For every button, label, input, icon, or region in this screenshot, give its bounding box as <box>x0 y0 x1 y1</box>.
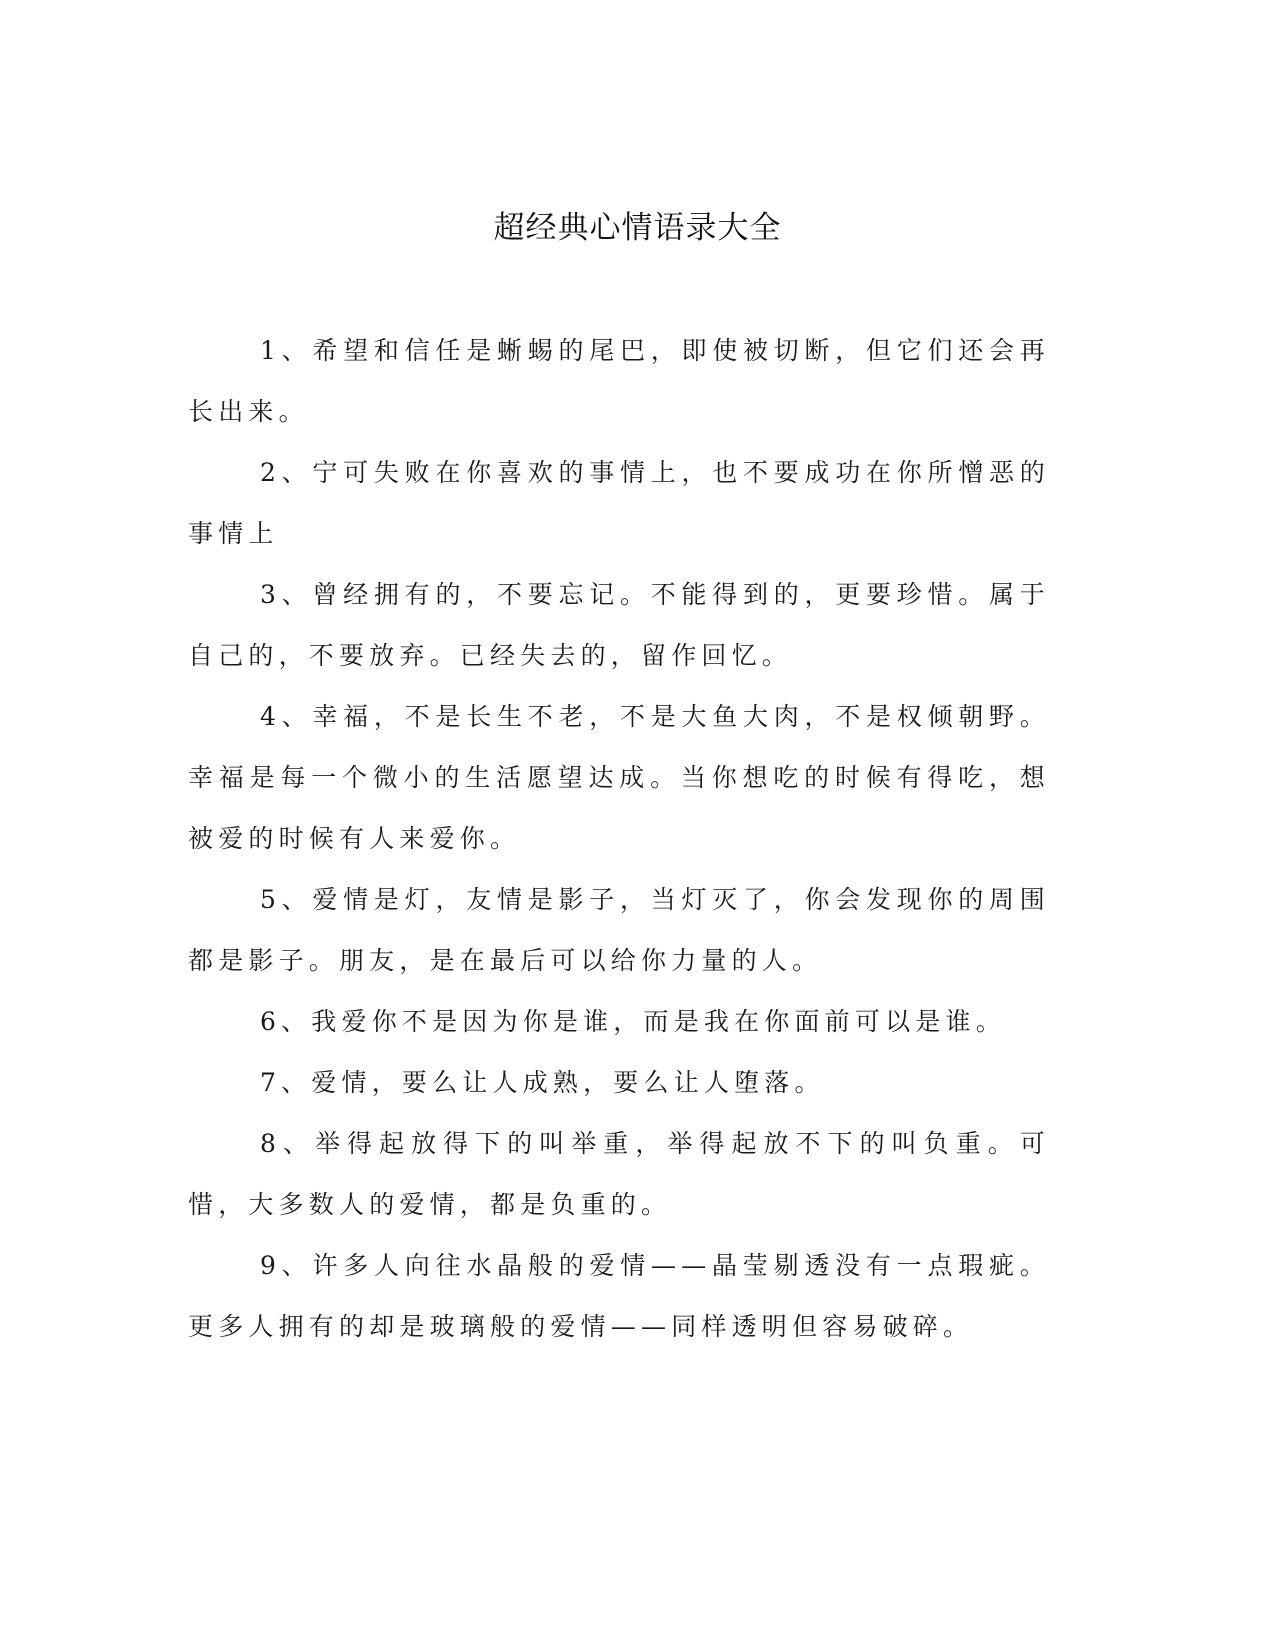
quote-paragraph-4: 4、幸福，不是长生不老，不是大鱼大肉，不是权倾朝野。幸福是每一个微小的生活愿望达成。当你想吃的时候有得吃，想被爱的时候有人来爱你。 <box>188 702 1050 853</box>
document-title: 超经典心情语录大全 <box>493 210 782 246</box>
quote-paragraph-2: 2、宁可失败在你喜欢的事情上，也不要成功在你所憎恶的事情上 <box>188 458 1050 548</box>
quote-paragraph-6: 6、我爱你不是因为你是谁，而是我在你面前可以是谁。 <box>260 1007 1006 1036</box>
quote-paragraph-3: 3、曾经拥有的，不要忘记。不能得到的，更要珍惜。属于自己的，不要放弃。已经失去的，留作回忆。 <box>188 580 1050 670</box>
quote-paragraph-7: 7、爱情，要么让人成熟，要么让人堕落。 <box>260 1068 825 1097</box>
quote-paragraph-8: 8、举得起放得下的叫举重，举得起放不下的叫负重。可惜，大多数人的爱情，都是负重的。 <box>188 1129 1050 1219</box>
quote-paragraph-9: 9、许多人向往水晶般的爱情——晶莹剔透没有一点瑕疵。更多人拥有的却是玻璃般的爱情——同样透明但容易破碎。 <box>188 1251 1050 1341</box>
quote-paragraph-1: 1、希望和信任是蜥蜴的尾巴，即使被切断，但它们还会再长出来。 <box>188 336 1050 426</box>
document-body <box>188 320 1050 1357</box>
quote-paragraph-5: 5、爱情是灯，友情是影子，当灯灭了，你会发现你的周围都是影子。朋友，是在最后可以给你力量的人。 <box>188 885 1050 975</box>
